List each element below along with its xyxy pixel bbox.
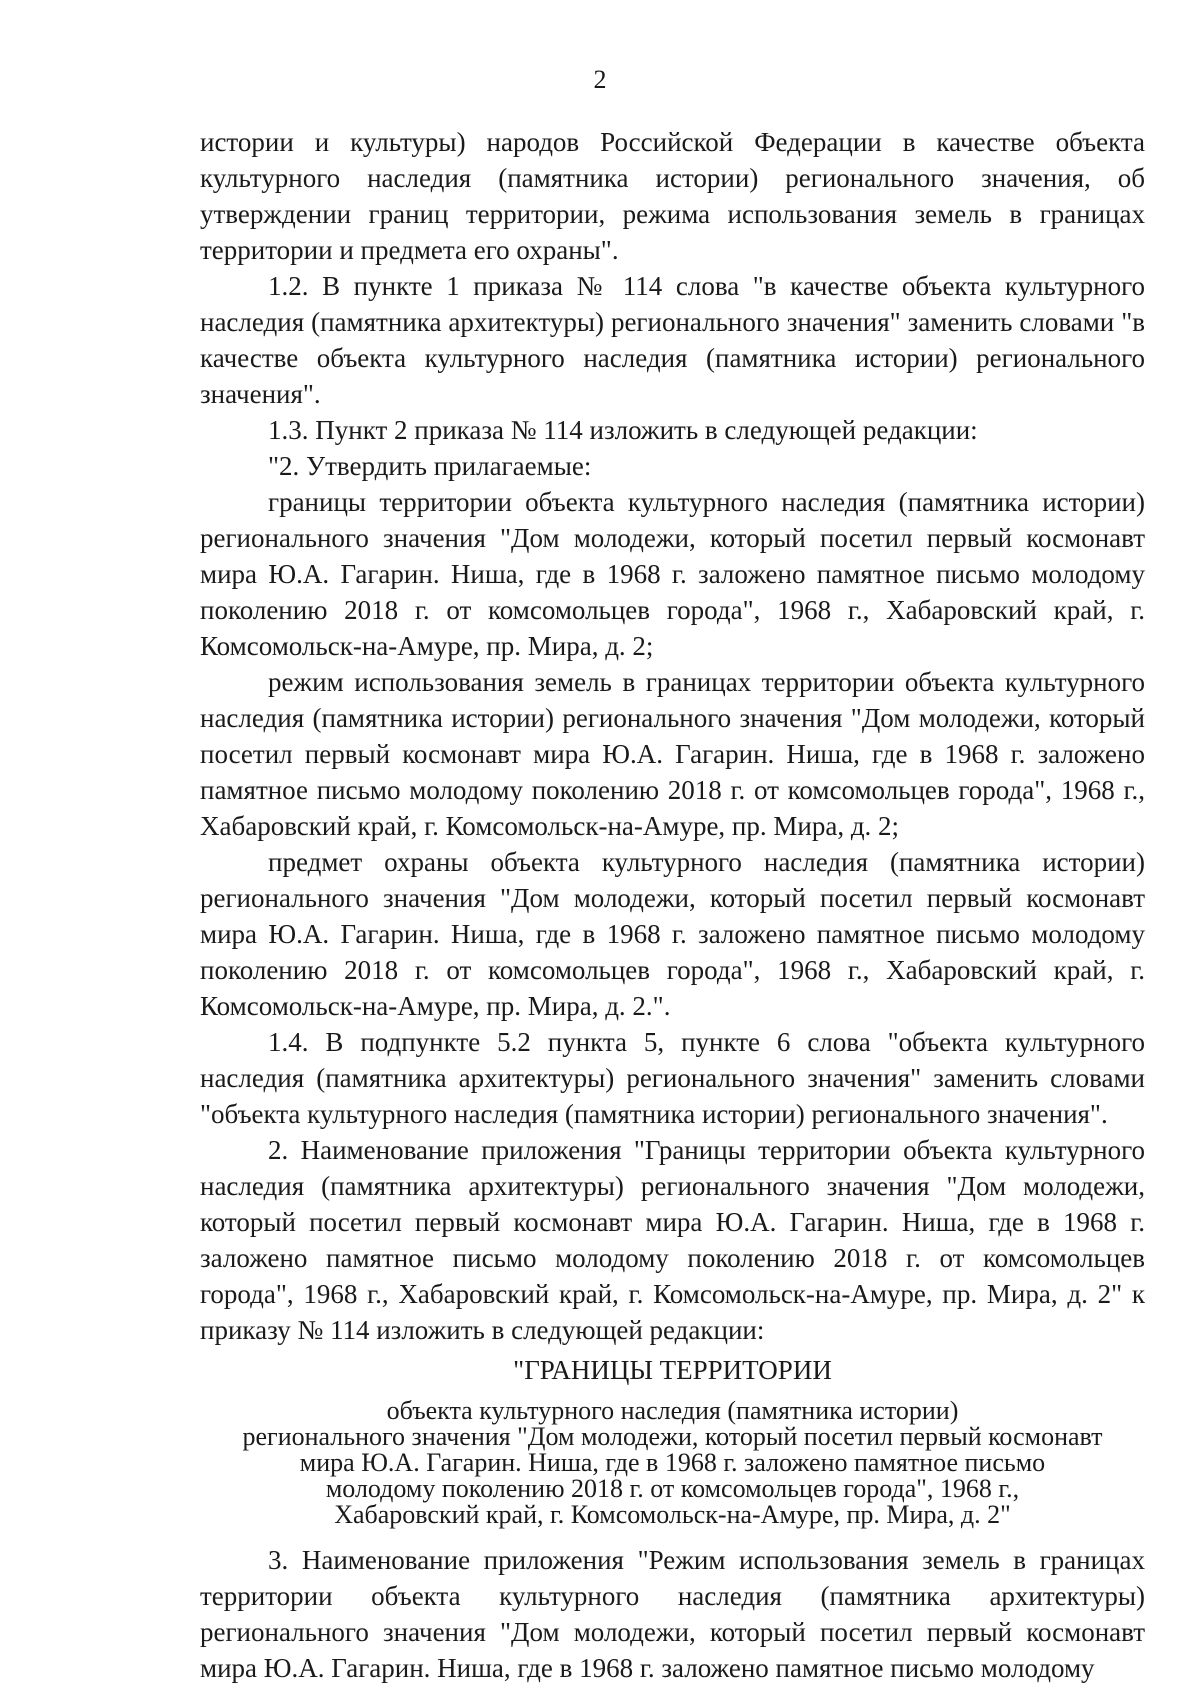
paragraph: истории и культуры) народов Российской Федерации в качестве объекта культурного наследия (памятника истории) регионального значения, об утверждении границ территории, режима использования земель в границах территории и предмета его охраны". (200, 127, 1145, 265)
page-number: 2 (593, 65, 607, 94)
paragraph: 1.3. Пункт 2 приказа № 114 изложить в следующей редакции: (268, 415, 978, 445)
paragraph: границы территории объекта культурного наследия (памятника истории) регионального значения "Дом молодежи, который посетил первый космонавт мира Ю.А. Гагарин. Ниша, где в 1968 г. заложено памятное письмо молодому поколению 2018 г. от комсомольцев города", 1968 г., Хабаровский край, г. Комсомольск-на-Амуре, пр. Мира, д. 2; (200, 487, 1145, 661)
paragraph: 2. Наименование приложения "Границы территории объекта культурного наследия (памятника архитектуры) регионального значения "Дом молодежи, который посетил первый космонавт мира Ю.А. Гагарин. Ниша, где в 1968 г. заложено памятное письмо молодому поколению 2018 г. от комсомольцев города", 1968 г., Хабаровский край, г. Комсомольск-на-Амуре, пр. Мира, д. 2" к приказу № 114 изложить в следующей редакции: (200, 1135, 1145, 1345)
paragraph: 1.2. В пункте 1 приказа № 114 слова "в качестве объекта культурного наследия (памятника архитектуры) регионального значения" заменить словами "в качестве объекта культурного наследия (памятника истории) регионального значения". (200, 271, 1145, 409)
paragraph: "2. Утвердить прилагаемые: (268, 451, 592, 481)
paragraph: 1.4. В подпункте 5.2 пункта 5, пункте 6 слова "объекта культурного наследия (памятника архитектуры) регионального значения" заменить словами "объекта культурного наследия (памятника истории) регионального значения". (200, 1027, 1145, 1129)
closing-paragraph: 3. Наименование приложения "Режим использования земель в границах территории объекта культурного наследия (памятника архитектуры) регионального значения "Дом молодежи, который посетил первый космонавт мира Ю.А. Гагарин. Ниша, где в 1968 г. заложено памятное письмо молодому (200, 1545, 1145, 1683)
paragraph: предмет охраны объекта культурного наследия (памятника истории) регионального значения "Дом молодежи, который посетил первый космонавт мира Ю.А. Гагарин. Ниша, где в 1968 г. заложено памятное письмо молодому поколению 2018 г. от комсомольцев города", 1968 г., Хабаровский край, г. Комсомольск-на-Амуре, пр. Мира, д. 2.". (200, 847, 1145, 1021)
paragraph: режим использования земель в границах территории объекта культурного наследия (памятника истории) регионального значения "Дом молодежи, который посетил первый космонавт мира Ю.А. Гагарин. Ниша, где в 1968 г. заложено памятное письмо молодому поколению 2018 г. от комсомольцев города", 1968 г., Хабаровский край, г. Комсомольск-на-Амуре, пр. Мира, д. 2; (200, 667, 1145, 841)
document-body (200, 124, 1145, 1686)
appendix-subtitle: объекта культурного наследия (памятника истории) регионального значения "Дом молодежи, который посетил первый космонавт мира Ю.А. Гагарин. Ниша, где в 1968 г. заложено памятное письмо молодому поколению 2018 г. от комсомольцев города", 1968 г., Хабаровский край, г. Комсомольск-на-Амуре, пр. Мира, д. 2" (242, 1396, 1103, 1529)
appendix-title: "ГРАНИЦЫ ТЕРРИТОРИИ (513, 1355, 832, 1385)
